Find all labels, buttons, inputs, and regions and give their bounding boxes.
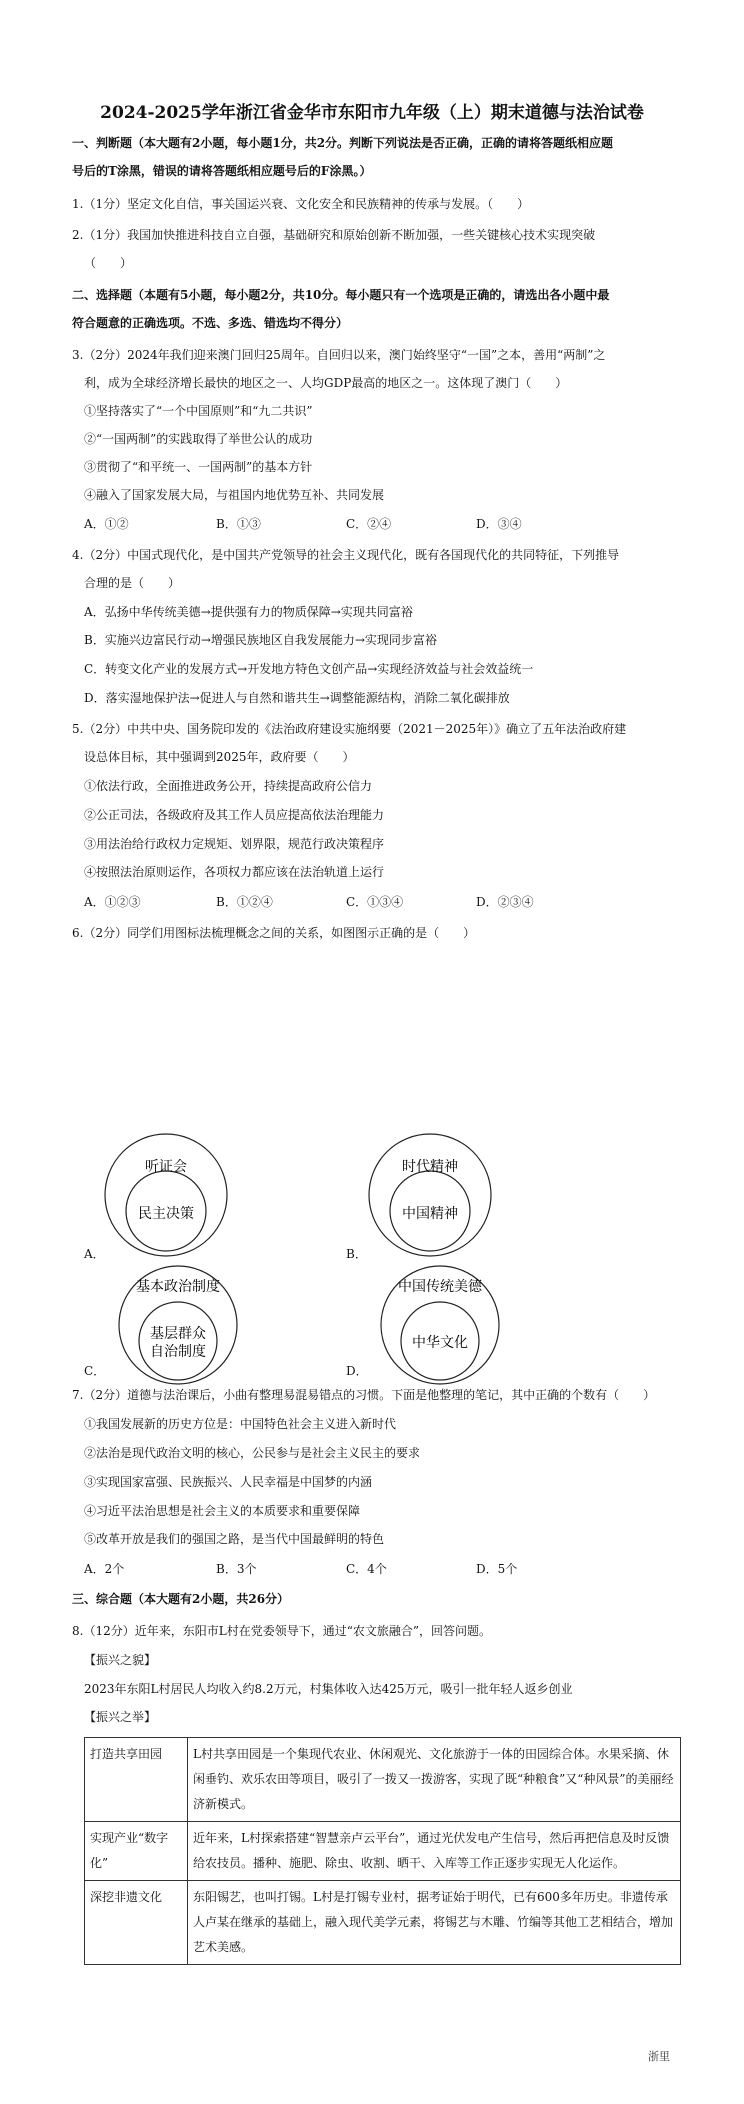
question-7-option-c: C．4个 [346, 1562, 387, 1576]
question-8-tag-measures: 【振兴之举】 [84, 1710, 157, 1724]
inner-label: 中华文化 [412, 1335, 468, 1351]
inner-label: 中国精神 [402, 1206, 458, 1222]
question-7-stem: 7.（2分）道德与法治课后，小曲有整理易混易错点的习惯。下面是他整理的笔记，其中正确的个数有（ ） [72, 1388, 656, 1402]
diagram-c [108, 1263, 248, 1389]
question-7-item: ④习近平法治思想是社会主义的本质要求和重要保障 [84, 1504, 361, 1518]
question-5-option-d: D．②③④ [476, 895, 534, 909]
outer-label: 基本政治制度 [136, 1279, 220, 1295]
question-5-line2: 设总体目标，其中强调到2025年，政府要（ ） [84, 750, 355, 764]
question-4-line2: 合理的是（ ） [84, 576, 181, 590]
question-3-option-b: B．①③ [216, 517, 261, 531]
section-two-line1: 二、选择题（本题有5小题，每小题2分，共10分。每小题只有一个选项是正确的，请选出各小题中最 [72, 288, 610, 302]
question-1: 1.（1分）坚定文化自信，事关国运兴衰、文化安全和民族精神的传承与发展。（ ） [72, 197, 530, 211]
diagram-a-letter: A． [84, 1247, 105, 1261]
question-4-option-c: C．转变文化产业的发展方式→开发地方特色文创产品→实现经济效益与社会效益统一 [84, 662, 534, 676]
table-key-cell: 实现产业“数字化” [85, 1822, 188, 1881]
question-7-option-b: B．3个 [216, 1562, 257, 1576]
question-3-item: ①坚持落实了“一个中国原则”和“九二共识” [84, 404, 313, 418]
question-3-line2: 利，成为全球经济增长最快的地区之一、人均GDP最高的地区之一。这体现了澳门（ ） [84, 376, 568, 390]
page-title: 2024-2025学年浙江省金华市东阳市九年级（上）期末道德与法治试卷 [100, 103, 644, 123]
diagram-d [370, 1263, 510, 1389]
question-5-line1: 5.（2分）中共中央、国务院印发的《法治政府建设实施纲要（2021－2025年）》确立了五年法治政府建 [72, 722, 627, 736]
diagram-a [84, 1130, 244, 1260]
question-5-option-b: B．①②④ [216, 895, 273, 909]
question-3-item: ②“一国两制”的实践取得了举世公认的成功 [84, 432, 313, 446]
table-key-cell: 深挖非遗文化 [85, 1881, 188, 1965]
section-one-line1: 一、判断题（本大题有2小题，每小题1分，共2分。判断下列说法是否正确，正确的请将答题纸相应题 [72, 136, 614, 150]
outer-circle [105, 1134, 227, 1256]
question-8-tag-appearance: 【振兴之貌】 [84, 1653, 157, 1667]
question-2-line2: （ ） [84, 256, 133, 270]
section-two-line2: 符合题意的正确选项。不选、多选、错选均不得分） [72, 316, 349, 330]
question-5-item: ④按照法治原则运作，各项权力都应该在法治轨道上运行 [84, 865, 385, 879]
question-8-paragraph: 2023年东阳L村居民人均收入约8.2万元，村集体收入达425万元，吸引一批年轻人返乡创业 [84, 1682, 573, 1696]
question-3-option-c: C．②④ [346, 517, 392, 531]
question-4-option-d: D．落实湿地保护法→促进人与自然和谐共生→调整能源结构，消除二氧化碳排放 [84, 691, 510, 705]
question-6-stem: 6.（2分）同学们用图标法梳理概念之间的关系，如图图示正确的是（ ） [72, 926, 476, 940]
question-5-item: ③用法治给行政权力定规矩、划界限，规范行政决策程序 [84, 837, 385, 851]
measures-table [84, 1737, 681, 1965]
table-row [85, 1881, 681, 1965]
question-3-item: ③贯彻了“和平统一、一国两制”的基本方针 [84, 460, 313, 474]
question-8-stem: 8.（12分）近年来，东阳市L村在党委领导下，通过“农文旅融合”，回答问题。 [72, 1624, 491, 1638]
inner-label: 民主决策 [138, 1206, 194, 1222]
inner-label-line2: 自治制度 [150, 1344, 206, 1360]
question-7-item: ⑤改革开放是我们的强国之路，是当代中国最鲜明的特色 [84, 1532, 385, 1546]
table-row [85, 1738, 681, 1822]
outer-label: 时代精神 [402, 1159, 458, 1175]
question-4-line1: 4.（2分）中国式现代化，是中国共产党领导的社会主义现代化，既有各国现代化的共同特征，下列推导 [72, 548, 620, 562]
diagram-b-letter: B． [346, 1247, 367, 1261]
outer-circle [369, 1134, 491, 1256]
question-5-item: ①依法行政，全面推进政务公开，持续提高政府公信力 [84, 779, 373, 793]
question-7-option-d: D．5个 [476, 1562, 518, 1576]
question-7-item: ②法治是现代政治文明的核心，公民参与是社会主义民主的要求 [84, 1446, 421, 1460]
footer-watermark: 浙里 [648, 2050, 670, 2063]
section-one-line2: 号后的T涂黑，错误的请将答题纸相应题号后的F涂黑。） [72, 164, 372, 178]
diagram-d-letter: D． [346, 1364, 368, 1378]
question-7-item: ①我国发展新的历史方位是：中国特色社会主义进入新时代 [84, 1417, 397, 1431]
question-7-option-a: A．2个 [84, 1562, 125, 1576]
question-4-option-b: B．实施兴边富民行动→增强民族地区自我发展能力→实现同步富裕 [84, 633, 437, 647]
diagram-b [350, 1130, 510, 1260]
question-5-option-a: A．①②③ [84, 895, 141, 909]
table-key-cell: 打造共享田园 [85, 1738, 188, 1822]
question-3-item: ④融入了国家发展大局，与祖国内地优势互补、共同发展 [84, 488, 385, 502]
question-2-line1: 2.（1分）我国加快推进科技自立自强，基础研究和原始创新不断加强，一些关键核心技术实现突破 [72, 228, 596, 242]
outer-label: 中国传统美德 [398, 1279, 482, 1295]
table-value-cell: 近年来，L村探索搭建“智慧亲卢云平台”，通过光伏发电产生信号，然后再把信息及时反馈给农技员。播种、施肥、除虫、收割、晒干、入库等工作正逐步实现无人化运作。 [188, 1822, 681, 1881]
outer-label: 听证会 [145, 1159, 187, 1175]
table-value-cell: 东阳锡艺，也叫打锡。L村是打锡专业村，据考证始于明代，已有600多年历史。非遗传承人卢某在继承的基础上，融入现代美学元素，将锡艺与木雕、竹编等其他工艺相结合，增加艺术美感。 [188, 1881, 681, 1965]
question-3-option-d: D．③④ [476, 517, 522, 531]
question-7-item: ③实现国家富强、民族振兴、人民幸福是中国梦的内涵 [84, 1475, 373, 1489]
question-3-line1: 3.（2分）2024年我们迎来澳门回归25周年。自回归以来，澳门始终坚守“一国”之本，善用“两制”之 [72, 348, 606, 362]
question-5-item: ②公正司法，各级政府及其工作人员应提高依法治理能力 [84, 808, 385, 822]
question-5-option-c: C．①③④ [346, 895, 404, 909]
inner-label-line1: 基层群众 [150, 1326, 206, 1342]
question-3-option-a: A．①② [84, 517, 129, 531]
diagram-c-letter: C． [84, 1364, 106, 1378]
question-4-option-a: A．弘扬中华传统美德→提供强有力的物质保障→实现共同富裕 [84, 605, 413, 619]
table-value-cell: L村共享田园是一个集现代农业、休闲观光、文化旅游于一体的田园综合体。水果采摘、休闲垂钓、欢乐农田等项目，吸引了一拨又一拨游客，实现了既“种粮食”又“种风景”的美丽经济新模式。 [188, 1738, 681, 1822]
section-three: 三、综合题（本大题有2小题，共26分） [72, 1592, 290, 1606]
table-row [85, 1822, 681, 1881]
